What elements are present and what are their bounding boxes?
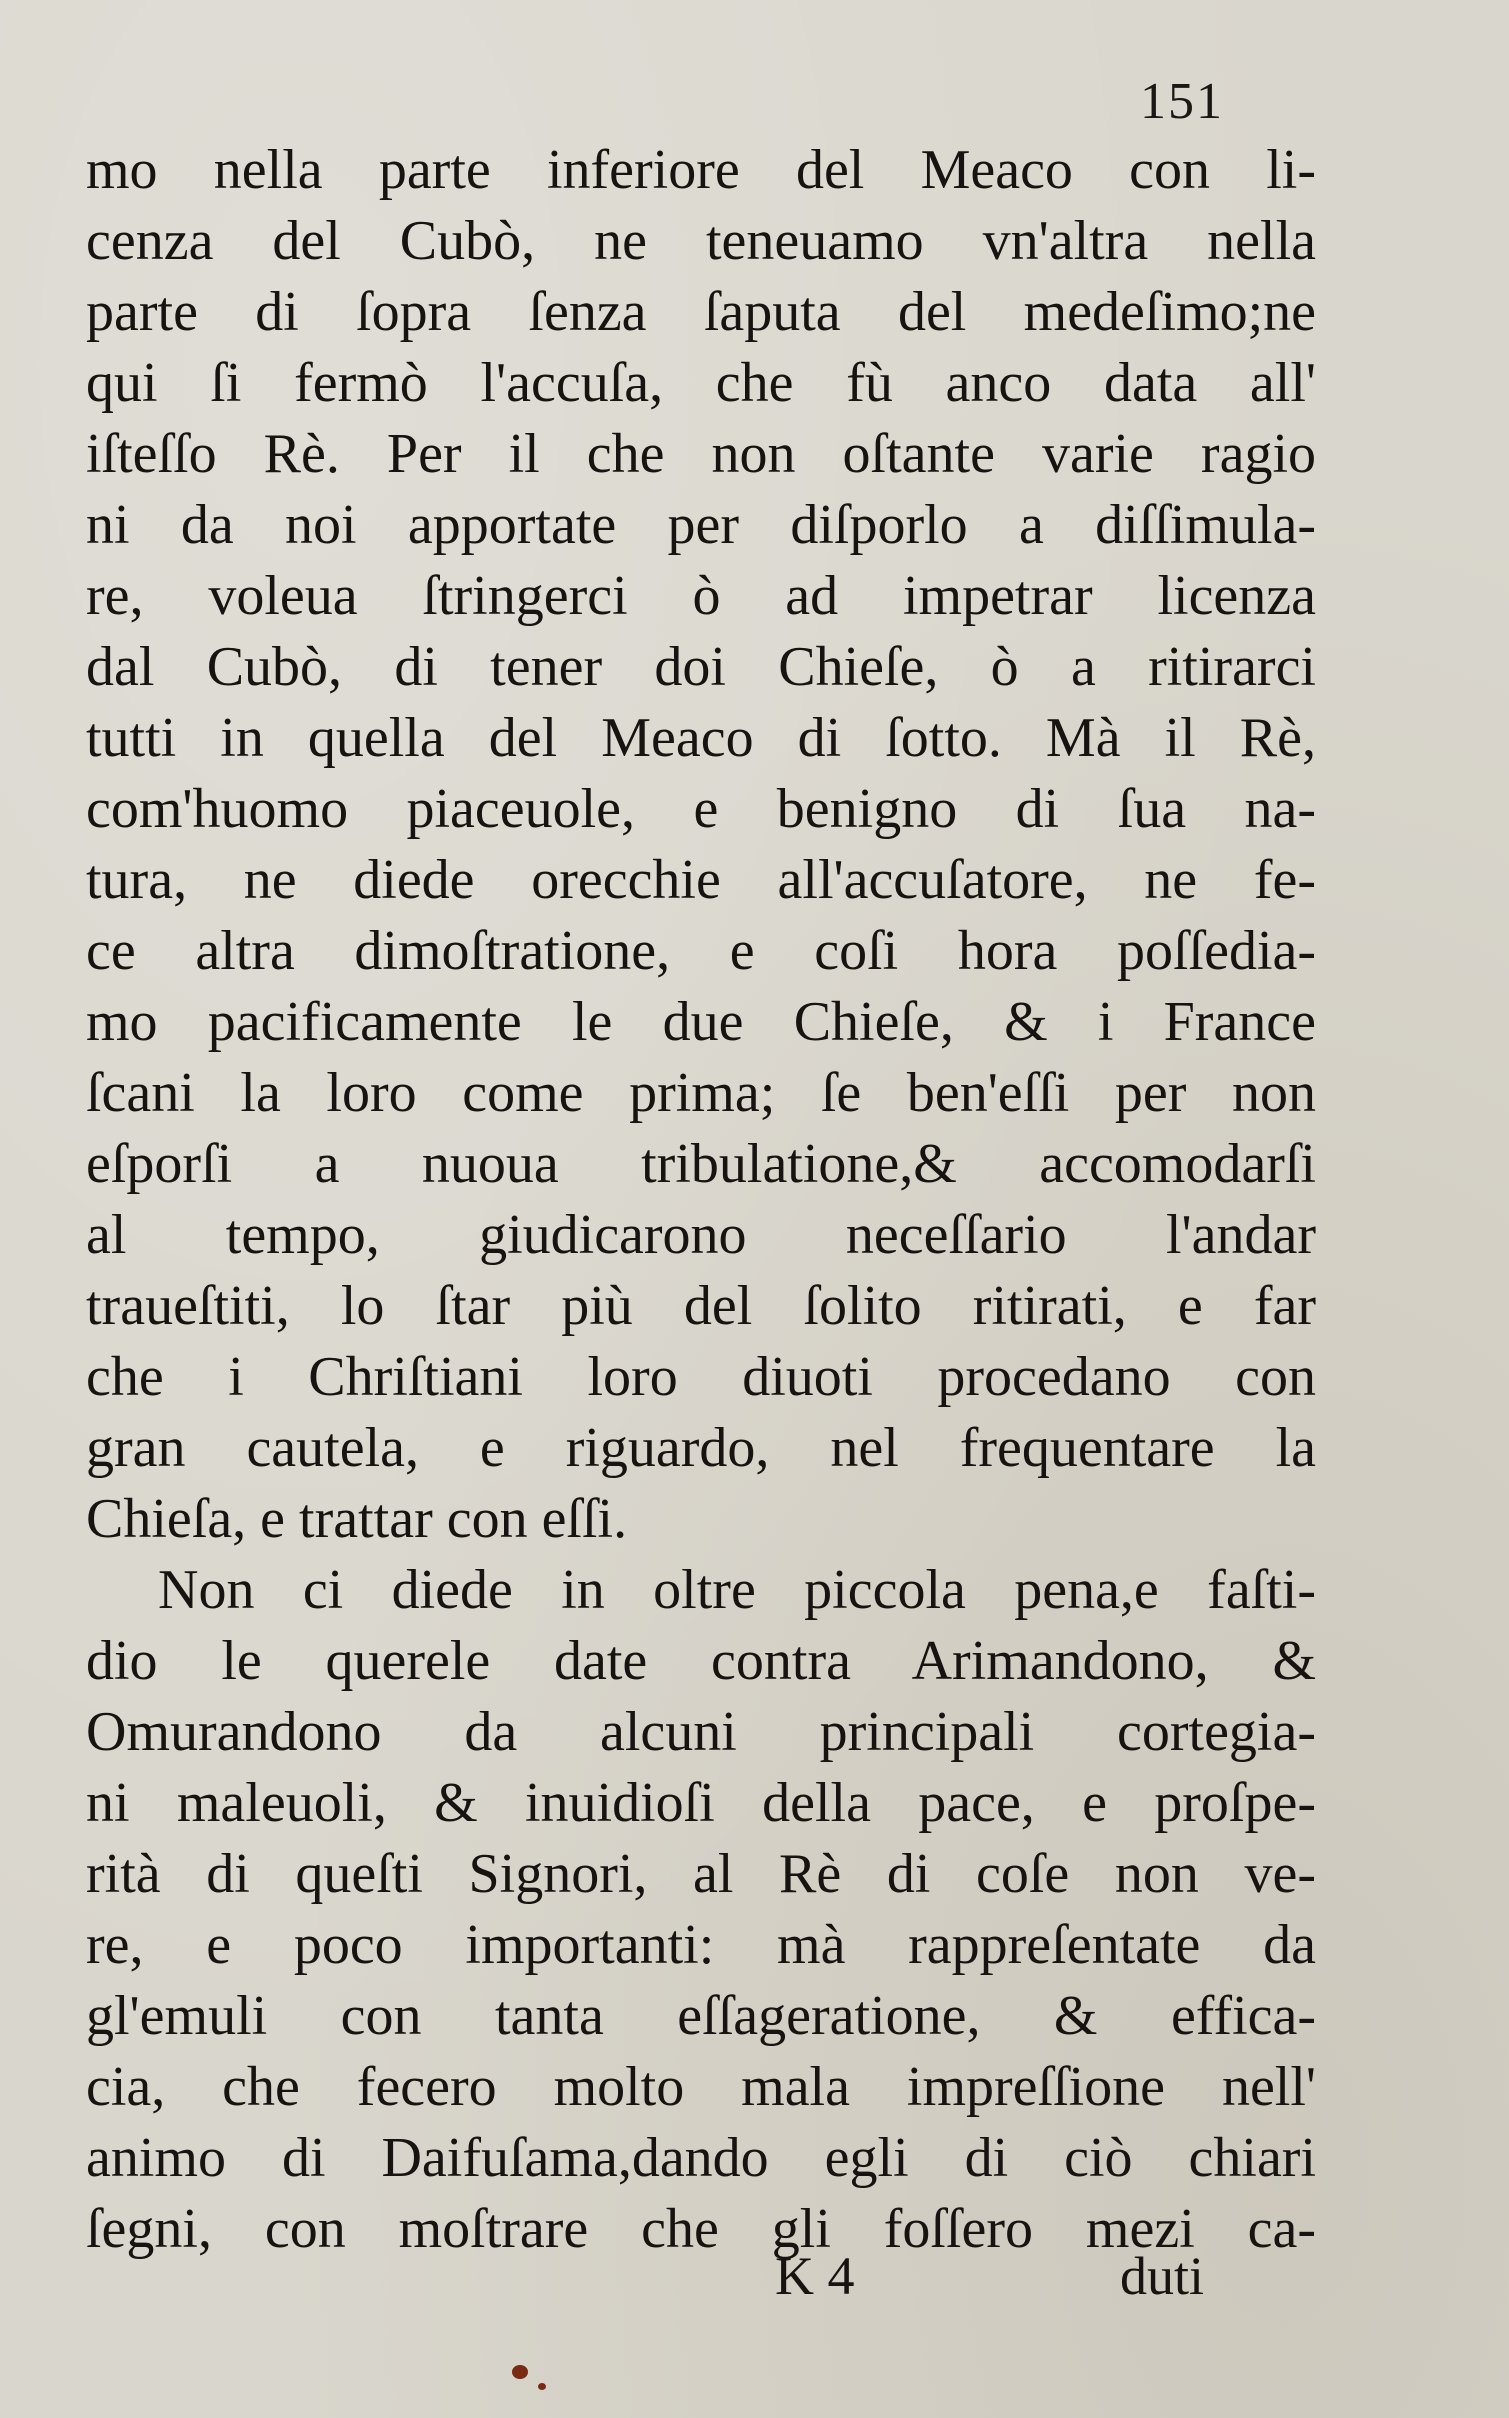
text-line: qui ſi fermò l'accuſa, che fù anco data all' — [86, 352, 1316, 414]
text-line: mo nella parte inferiore del Meaco con li- — [86, 139, 1316, 201]
text-line: cia, che fecero molto mala impreſſione nell' — [86, 2056, 1316, 2118]
ink-stain — [512, 2365, 528, 2379]
text-line: re, e poco importanti: mà rappreſentate da — [86, 1914, 1316, 1976]
text-line: che i Chriſtiani loro diuoti procedano con — [86, 1346, 1316, 1408]
page-footer — [0, 2245, 1509, 2325]
text-line: gl'emuli con tanta eſſageratione, & effica- — [86, 1985, 1316, 2047]
text-line: tura, ne diede orecchie all'accuſatore, ne fe- — [86, 849, 1316, 911]
text-line: parte di ſopra ſenza ſaputa del medeſimo;ne — [86, 281, 1316, 343]
text-line: dio le querele date contra Arimandono, & — [86, 1630, 1316, 1692]
text-line: cenza del Cubò, ne teneuamo vn'altra nella — [86, 210, 1316, 272]
text-line: ce altra dimoſtratione, e coſi hora poſſedia- — [86, 920, 1316, 982]
text-line: tutti in quella del Meaco di ſotto. Mà il Rè, — [86, 707, 1316, 769]
text-line: mo pacificamente le due Chieſe, & i France — [86, 991, 1316, 1053]
signature-mark: K 4 — [775, 2246, 855, 2306]
text-line: rità di queſti Signori, al Rè di coſe non ve- — [86, 1843, 1316, 1905]
text-line: al tempo, giudicarono neceſſario l'andar — [86, 1204, 1316, 1266]
body-text — [86, 135, 1316, 2265]
text-line: traueſtiti, lo ſtar più del ſolito ritirati, e far — [86, 1275, 1316, 1337]
text-line: gran cautela, e riguardo, nel frequentare la — [86, 1417, 1316, 1479]
text-line: eſporſi a nuoua tribulatione,& accomodarſi — [86, 1133, 1316, 1195]
paragraph-start-line: Non ci diede in oltre piccola pena,e faſti- — [158, 1559, 1316, 1621]
text-line: ſegni, con moſtrare che gli foſſero mezi ca- — [86, 2198, 1316, 2260]
text-line: iſteſſo Rè. Per il che non oſtante varie ragio — [86, 423, 1316, 485]
text-line: com'huomo piaceuole, e benigno di ſua na- — [86, 778, 1316, 840]
page-number: 151 — [1140, 73, 1224, 130]
paragraph-end-line: Chieſa, e trattar con eſſi. — [86, 1488, 628, 1550]
catchword: duti — [1120, 2246, 1205, 2306]
text-line: ni da noi apportate per diſporlo a diſſimula- — [86, 494, 1316, 556]
text-line: animo di Daifuſama,dando egli di ciò chiari — [86, 2127, 1316, 2189]
ink-stain — [538, 2383, 546, 2390]
text-line: ni maleuoli, & inuidioſi della pace, e proſpe- — [86, 1772, 1316, 1834]
text-line: dal Cubò, di tener doi Chieſe, ò a ritirarci — [86, 636, 1316, 698]
text-line: Omurandono da alcuni principali cortegia- — [86, 1701, 1316, 1763]
text-line: ſcani la loro come prima; ſe ben'eſſi per non — [86, 1062, 1316, 1124]
text-line: re, voleua ſtringerci ò ad impetrar licenza — [86, 565, 1316, 627]
